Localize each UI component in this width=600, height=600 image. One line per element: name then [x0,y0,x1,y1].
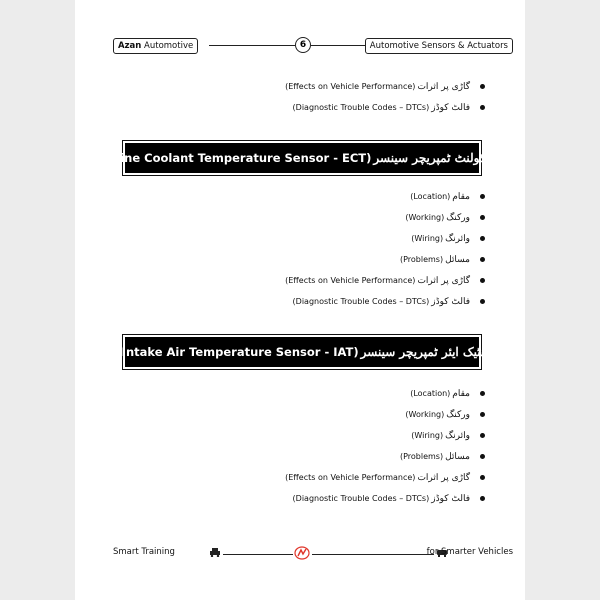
list-item [285,291,485,312]
brand-bold: Azan [118,41,142,51]
item-english: (Effects on Vehicle Performance) [285,276,416,285]
bullet-dot [480,257,485,262]
item-urdu: مقام [452,388,470,399]
list-item [285,207,485,228]
item-english: (Effects on Vehicle Performance) [285,473,416,482]
item-urdu: گاڑی پر اثرات [417,472,470,483]
item-urdu: فالٹ کوڈز [431,493,470,504]
page-number: 6 [295,37,311,53]
item-urdu: مقام [452,191,470,202]
document-page [75,0,525,600]
banner-title [90,143,514,173]
item-urdu: مسائل [445,254,470,265]
iat-bullet-list [285,383,485,509]
bullet-dot [480,236,485,241]
item-urdu: ورکنگ [446,212,470,223]
banner-title-urdu: انجن کولنٹ ٹمپریچر سینسر [373,151,514,165]
item-english: (Diagnostic Trouble Codes – DTCs) [292,297,430,306]
car-icon [209,547,221,557]
brand-logo-icon [294,546,310,560]
bullet-dot [480,194,485,199]
bullet-dot [480,433,485,438]
item-urdu: فالٹ کوڈز [431,296,470,307]
item-english: (Wiring) [411,431,444,440]
item-urdu: فالٹ کوڈز [431,102,470,113]
item-english: (Diagnostic Trouble Codes – DTCs) [292,103,430,112]
list-item [285,425,485,446]
section-label: Automotive Sensors & Actuators [365,38,513,54]
brand-rest: Automotive [144,41,194,51]
list-item [285,228,485,249]
bullet-dot [480,391,485,396]
list-item [285,249,485,270]
bullet-dot [480,278,485,283]
section-banner-ect [90,140,514,176]
item-english: (Working) [405,410,445,419]
footer-rule-right [312,554,434,555]
brand-label [113,38,198,54]
bullet-dot [480,454,485,459]
list-item [285,488,485,509]
bullet-dot [480,299,485,304]
item-urdu: وائرنگ [445,233,470,244]
item-urdu: وائرنگ [445,430,470,441]
item-urdu: گاڑی پر اثرات [417,275,470,286]
item-english: (Diagnostic Trouble Codes – DTCs) [292,494,430,503]
section-banner-iat [116,334,488,370]
item-english: (Problems) [399,255,444,264]
banner-title-english: (Engine Coolant Temperature Sensor - ECT) [90,151,372,165]
banner-title-english: (Intake Air Temperature Sensor - IAT) [116,345,359,359]
bullet-dot [480,412,485,417]
item-english: (Effects on Vehicle Performance) [285,82,416,91]
list-item [285,270,485,291]
list-item [285,76,485,97]
item-urdu: مسائل [445,451,470,462]
ect-bullet-list [285,186,485,312]
item-english: (Problems) [399,452,444,461]
item-english: (Working) [405,213,445,222]
footer-rule-left [223,554,293,555]
bullet-dot [480,475,485,480]
list-item [285,467,485,488]
bullet-dot [480,84,485,89]
item-urdu: گاڑی پر اثرات [417,81,470,92]
banner-title-urdu: انٹیک ایئر ٹمپریچر سینسر [360,345,488,359]
item-english: (Wiring) [411,234,444,243]
bullet-dot [480,496,485,501]
page-footer [113,546,513,562]
item-urdu: ورکنگ [446,409,470,420]
list-item [285,404,485,425]
page-header [113,38,513,54]
banner-title [116,337,488,367]
bullet-dot [480,105,485,110]
list-item [285,383,485,404]
item-english: (Location) [410,192,451,201]
header-rule-left [209,45,295,46]
footer-left-text: Smart Training [113,547,175,557]
list-item [285,97,485,118]
list-item [285,446,485,467]
footer-right-text: for Smarter Vehicles [426,547,513,557]
bullet-dot [480,215,485,220]
list-item [285,186,485,207]
top-bullet-list [285,76,485,118]
item-english: (Location) [410,389,451,398]
